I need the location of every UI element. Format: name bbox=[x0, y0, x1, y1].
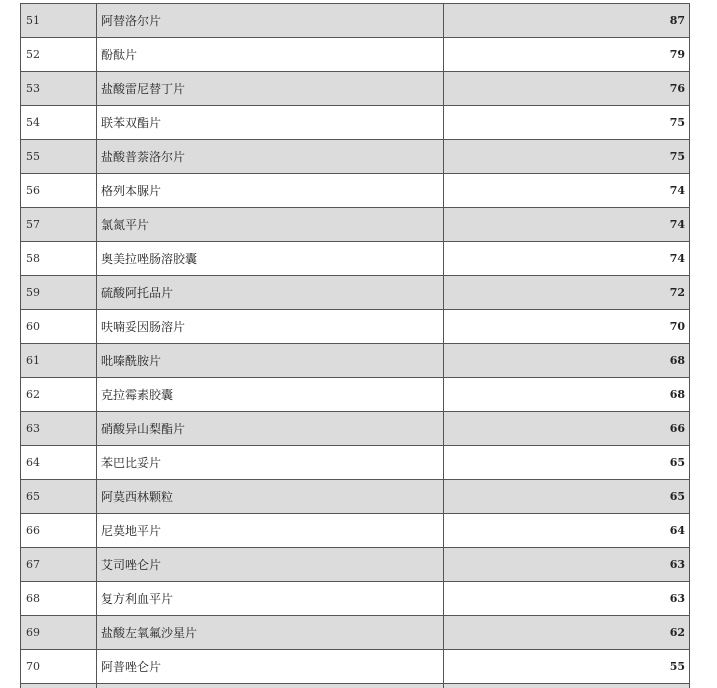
table-row bbox=[21, 616, 690, 650]
count-value: 72 bbox=[444, 276, 690, 310]
drug-name: 联苯双酯片 bbox=[97, 106, 444, 140]
count-value: 75 bbox=[444, 106, 690, 140]
drug-name-empty bbox=[97, 684, 444, 688]
table-row bbox=[21, 38, 690, 72]
count-value: 65 bbox=[444, 446, 690, 480]
table-row-partial bbox=[21, 684, 690, 688]
row-index: 55 bbox=[21, 140, 97, 174]
table-row bbox=[21, 276, 690, 310]
table-row bbox=[21, 650, 690, 684]
row-index: 67 bbox=[21, 548, 97, 582]
drug-name: 盐酸左氧氟沙星片 bbox=[97, 616, 444, 650]
table-row bbox=[21, 378, 690, 412]
table-row bbox=[21, 412, 690, 446]
count-value: 65 bbox=[444, 480, 690, 514]
drug-name: 奥美拉唑肠溶胶囊 bbox=[97, 242, 444, 276]
drug-name: 格列本脲片 bbox=[97, 174, 444, 208]
count-value-empty bbox=[444, 684, 690, 688]
count-value: 74 bbox=[444, 174, 690, 208]
table-row bbox=[21, 310, 690, 344]
drug-name: 阿莫西林颗粒 bbox=[97, 480, 444, 514]
row-index: 62 bbox=[21, 378, 97, 412]
row-index: 69 bbox=[21, 616, 97, 650]
table-row bbox=[21, 446, 690, 480]
row-index: 51 bbox=[21, 4, 97, 38]
table-row bbox=[21, 106, 690, 140]
table-row bbox=[21, 548, 690, 582]
drug-name: 复方利血平片 bbox=[97, 582, 444, 616]
count-value: 66 bbox=[444, 412, 690, 446]
table-row bbox=[21, 174, 690, 208]
row-index: 61 bbox=[21, 344, 97, 378]
count-value: 55 bbox=[444, 650, 690, 684]
row-index: 64 bbox=[21, 446, 97, 480]
drug-name: 酚酞片 bbox=[97, 38, 444, 72]
table-row bbox=[21, 242, 690, 276]
drug-name: 盐酸普萘洛尔片 bbox=[97, 140, 444, 174]
count-value: 87 bbox=[444, 4, 690, 38]
count-value: 63 bbox=[444, 582, 690, 616]
row-index: 60 bbox=[21, 310, 97, 344]
row-index: 59 bbox=[21, 276, 97, 310]
row-index: 52 bbox=[21, 38, 97, 72]
drug-name: 阿普唑仑片 bbox=[97, 650, 444, 684]
count-value: 62 bbox=[444, 616, 690, 650]
count-value: 70 bbox=[444, 310, 690, 344]
row-index: 56 bbox=[21, 174, 97, 208]
row-index: 65 bbox=[21, 480, 97, 514]
table-row bbox=[21, 480, 690, 514]
row-index: 57 bbox=[21, 208, 97, 242]
drug-name: 氯氮平片 bbox=[97, 208, 444, 242]
table-row bbox=[21, 344, 690, 378]
count-value: 74 bbox=[444, 208, 690, 242]
table-row bbox=[21, 140, 690, 174]
count-value: 79 bbox=[444, 38, 690, 72]
drug-name: 吡嗪酰胺片 bbox=[97, 344, 444, 378]
count-value: 74 bbox=[444, 242, 690, 276]
drug-name: 阿替洛尔片 bbox=[97, 4, 444, 38]
row-index: 63 bbox=[21, 412, 97, 446]
count-value: 76 bbox=[444, 72, 690, 106]
drug-name: 苯巴比妥片 bbox=[97, 446, 444, 480]
count-value: 64 bbox=[444, 514, 690, 548]
table-row bbox=[21, 208, 690, 242]
drug-name: 盐酸雷尼替丁片 bbox=[97, 72, 444, 106]
row-index: 58 bbox=[21, 242, 97, 276]
drug-name: 呋喃妥因肠溶片 bbox=[97, 310, 444, 344]
row-index: 66 bbox=[21, 514, 97, 548]
table-row bbox=[21, 4, 690, 38]
drug-name: 硫酸阿托品片 bbox=[97, 276, 444, 310]
row-index: 68 bbox=[21, 582, 97, 616]
count-value: 75 bbox=[444, 140, 690, 174]
table-row bbox=[21, 72, 690, 106]
count-value: 68 bbox=[444, 378, 690, 412]
row-index-empty bbox=[21, 684, 97, 688]
drug-ranking-table bbox=[20, 3, 690, 688]
table-row bbox=[21, 514, 690, 548]
table-row bbox=[21, 582, 690, 616]
row-index: 70 bbox=[21, 650, 97, 684]
drug-name: 艾司唑仑片 bbox=[97, 548, 444, 582]
table-body bbox=[21, 4, 690, 688]
count-value: 68 bbox=[444, 344, 690, 378]
drug-name: 尼莫地平片 bbox=[97, 514, 444, 548]
row-index: 53 bbox=[21, 72, 97, 106]
drug-name: 克拉霉素胶囊 bbox=[97, 378, 444, 412]
drug-name: 硝酸异山梨酯片 bbox=[97, 412, 444, 446]
count-value: 63 bbox=[444, 548, 690, 582]
row-index: 54 bbox=[21, 106, 97, 140]
